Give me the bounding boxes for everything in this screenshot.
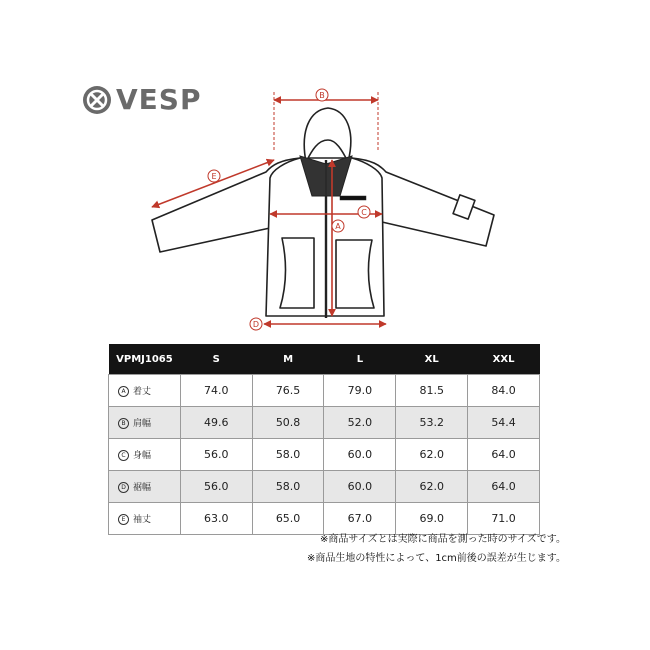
measurement-value: 60.0 [324,471,396,503]
measurement-value: 69.0 [396,503,468,535]
measurement-value: 64.0 [468,439,540,471]
dimension-letter: C [361,208,367,217]
measurement-value: 52.0 [324,407,396,439]
measurement-value: 53.2 [396,407,468,439]
dimension-letter: A [335,222,341,231]
measurement-value: 64.0 [468,471,540,503]
table-row [109,439,540,471]
measurement-value: 54.4 [468,407,540,439]
measurement-value: 58.0 [252,471,324,503]
measurement-value: 71.0 [468,503,540,535]
measurement-value: 50.8 [252,407,324,439]
measurement-value: 65.0 [252,503,324,535]
measurement-value: 62.0 [396,471,468,503]
dimension-label-d [250,318,262,330]
measurement-value: 76.5 [252,375,324,407]
size-header: XL [396,344,468,375]
measurement-label [109,439,181,471]
table-row [109,471,540,503]
measurement-value: 81.5 [396,375,468,407]
size-notes [0,530,566,568]
size-table-body [109,375,540,535]
note-line: ※商品生地の特性によって、1cm前後の誤差が生じます。 [307,553,566,564]
measurement-letter: E [118,514,129,525]
dimension-label-b [316,89,328,101]
size-header: XXL [468,344,540,375]
dimension-label-c [358,206,370,218]
dimension-letter: E [211,172,217,181]
size-header: M [252,344,324,375]
table-row [109,375,540,407]
dimension-label-a [332,220,344,232]
measurement-value: 49.6 [180,407,252,439]
measurement-value: 60.0 [324,439,396,471]
dimension-label-e [208,170,220,182]
size-header: S [180,344,252,375]
measurement-value: 58.0 [252,439,324,471]
dimension-letter: D [252,320,260,329]
dimension-letter: B [319,91,325,100]
measurement-value: 56.0 [180,471,252,503]
model-number: VPMJ1065 [109,344,181,375]
size-header-row [109,344,540,375]
measurement-label [109,375,181,407]
measurement-value: 84.0 [468,375,540,407]
size-table [108,344,540,535]
measurement-letter: C [118,450,129,461]
measurement-name: 裾幅 [133,483,152,493]
measurement-letter: A [118,386,129,397]
measurement-value: 74.0 [180,375,252,407]
table-row [109,407,540,439]
measurement-value: 56.0 [180,439,252,471]
measurement-name: 身幅 [133,451,152,461]
measurement-label [109,407,181,439]
measurement-value: 79.0 [324,375,396,407]
measurement-value: 63.0 [180,503,252,535]
measurement-value: 62.0 [396,439,468,471]
jacket-outline [152,108,494,316]
note-line: ※商品サイズとは実際に商品を測った時のサイズです。 [320,534,566,545]
measurement-letter: B [118,418,129,429]
measurement-name: 肩幅 [133,419,152,429]
measurement-value: 67.0 [324,503,396,535]
brand-name: VESP [116,83,202,116]
measurement-name: 着丈 [133,387,152,397]
measurement-letter: D [118,482,129,493]
measurement-name: 袖丈 [133,515,152,525]
measurement-label [109,471,181,503]
size-header: L [324,344,396,375]
